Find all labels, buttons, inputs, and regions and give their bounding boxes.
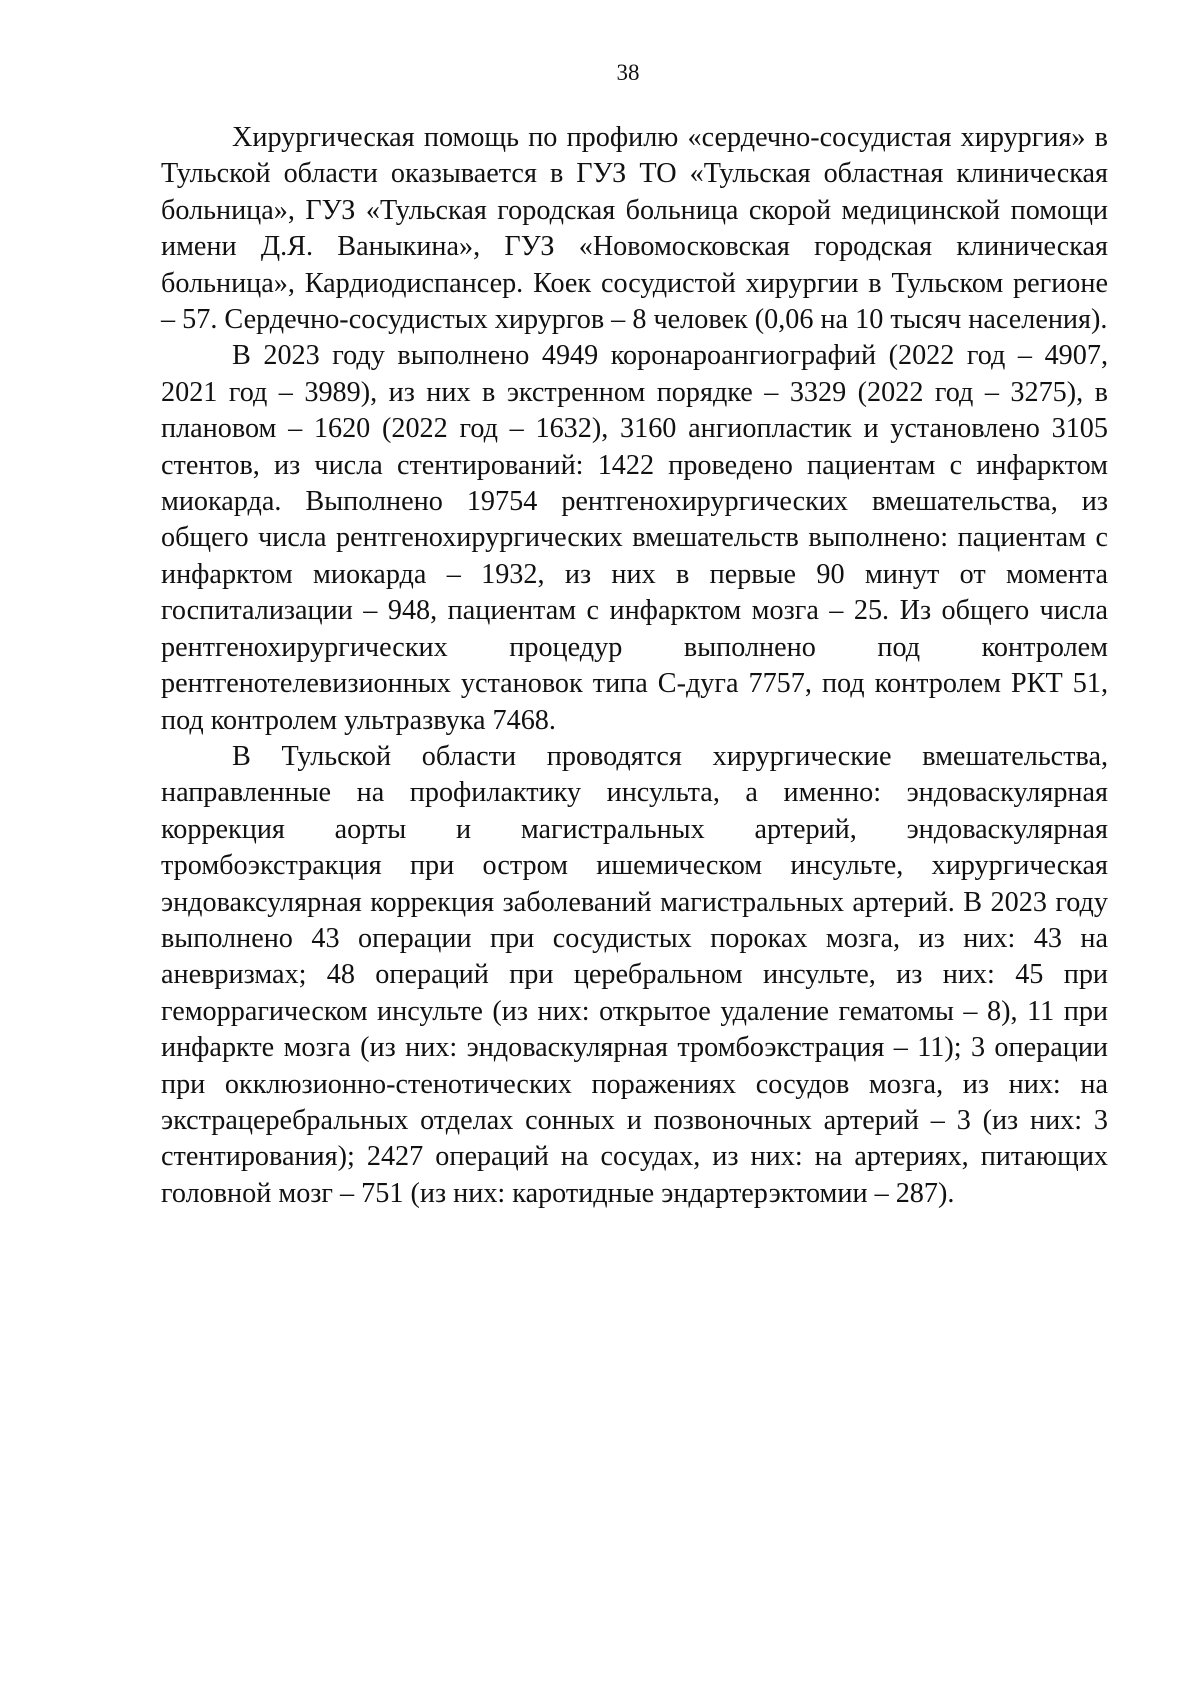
paragraph-stroke-prevention: В Тульской области проводятся хирургические вмешательства, направленные на профилактику инсульта, а именно: эндоваскулярная коррекция аорты и магистральных артерий, эндоваскулярная тромбоэкстракция при остром ишемическом инсульте, хирургическая эндоваксулярная коррекция заболеваний магистральных артерий. В 2023 году выполнено 43 операции при сосудистых пороках мозга, из них: 43 на аневризмах; 48 операций при церебральном инсульте, из них: 45 при геморрагическом инсульте (из них: открытое удаление гематомы – 8), 11 при инфаркте мозга (из них: эндоваскулярная тромбоэкстрация – 11); 3 операции при окклюзионно-стенотических поражениях сосудов мозга, из них: на экстрацеребральных отделах сонных и позвоночных артерий – 3 (из них: 3 стентирования); 2427 операций на сосудах, из них: на артериях, питающих головной мозг – 751 (из них: каротидные эндартерэктомии – 287). xyxy=(161,740,1108,1209)
paragraph-cardiovascular-surgery: Хирургическая помощь по профилю «сердечно-сосудистая хирургия» в Тульской области оказывается в ГУЗ ТО «Тульская областная клиническая больница», ГУЗ «Тульская городская больница скорой медицинской помощи имени Д.Я. Ваныкина», ГУЗ «Новомосковская городская клиническая больница», Кардиодиспансер. Коек сосудистой хирургии в Тульском регионе – 57. Сердечно-сосудистых хирургов – 8 человек (0,06 на 10 тысяч населения). xyxy=(161,122,1108,336)
page-number: 38 xyxy=(616,60,640,85)
paragraph-coronary-procedures: В 2023 году выполнено 4949 коронароангиографий (2022 год – 4907, 2021 год – 3989), из них в экстренном порядке – 3329 (2022 год – 3275), в плановом – 1620 (2022 год – 1632), 3160 ангиопластик и установлено 3105 стентов, из числа стентирований: 1422 проведено пациентам с инфарктом миокарда. Выполнено 19754 рентгенохирургических вмешательства, из общего числа рентгенохирургических вмешательств выполнено: пациентам с инфарктом миокарда – 1932, из них в первые 90 минут от момента госпитализации – 948, пациентам с инфарктом мозга – 25. Из общего числа рентгенохирургических процедур выполнено под контролем рентгенотелевизионных установок типа С-дуга 7757, под контролем РКТ 51, под контролем ультразвука 7468. xyxy=(161,340,1108,736)
document-body xyxy=(161,120,1108,1212)
